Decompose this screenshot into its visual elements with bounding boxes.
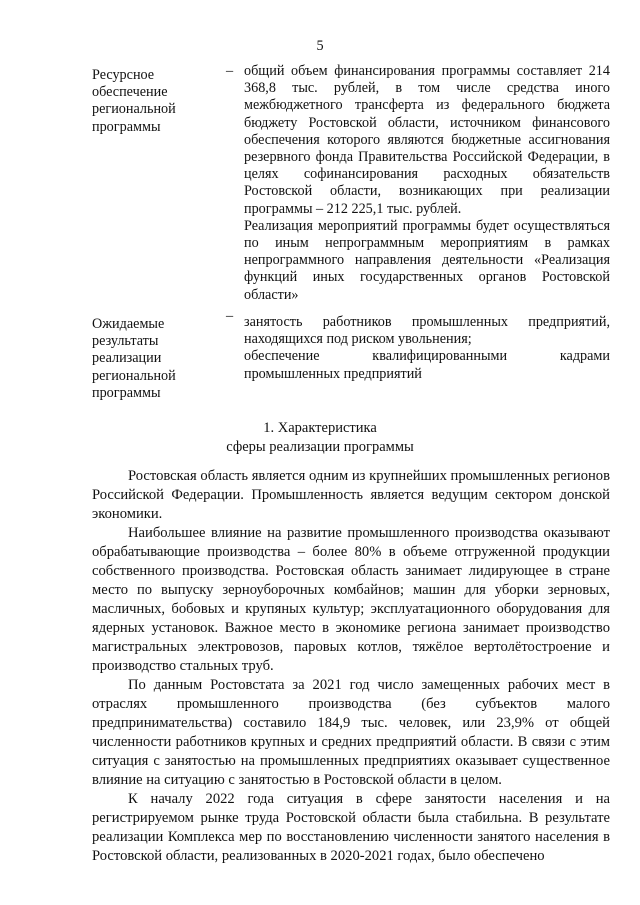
section-title-line1: 1. Характеристика bbox=[263, 420, 377, 436]
expected-paragraph: обеспечение квалифицированными кадрами промышленных предприятий bbox=[244, 348, 610, 382]
row-label-resources: Ресурсное обеспечение региональной программы bbox=[92, 67, 176, 135]
body-paragraph: Наибольшее влияние на развитие промышленного производства оказывают обрабатывающие производства – более 80% в объеме отгруженной продукции собственного производства. Ростовская область занимает лидирующее в стране место по выпуску зерноуборочных комбайнов; машин для уборки зерновых, масличных, бобовых и крупяных культур; эксплуатационного оборудования для ядерных установок. Важное место в экономике региона занимает производство магистральных электровозов, паровых котлов, тяжёлое вертолётостроение и производство стальных труб. bbox=[92, 525, 610, 674]
page-number: 5 bbox=[316, 38, 324, 54]
body-paragraph: По данным Ростовстата за 2021 год число замещенных рабочих мест в отраслях промышленного производства (без субъектов малого предпринимательства) составило 184,9 тыс. человек, или 23,9% от общей численности работников крупных и средних предприятий области. В связи с этим ситуация с занятостью на промышленных предприятиях оказывает существенное влияние на ситуацию с занятостью в Ростовской области в целом. bbox=[92, 677, 610, 788]
section-title-line2: сферы реализации программы bbox=[226, 439, 414, 455]
resources-paragraph: общий объем финансирования программы составляет 214 368,8 тыс. рублей, в том числе средства иного межбюджетного трансферта из федерального бюджета бюджету Ростовской области, источником финансового обеспечения которого являются бюджетные ассигнования резервного фонда Правительства Российской Федерации, в целях софинансирования расходных обязательств Ростовской области, возникающих при реализации программы – 212 225,1 тыс. рублей. bbox=[244, 63, 610, 217]
expected-paragraph: занятость работников промышленных предприятий, находящихся под риском увольнения; bbox=[244, 314, 610, 348]
row-label-expected: Ожидаемые результаты реализации региональной программы bbox=[92, 316, 176, 401]
row-dash: – bbox=[226, 63, 234, 79]
body-text bbox=[92, 467, 610, 866]
row-dash: – bbox=[226, 308, 234, 324]
body-paragraph: Ростовская область является одним из крупнейших промышленных регионов Российской Федерации. Промышленность является ведущим сектором донской экономики. bbox=[92, 468, 610, 522]
body-paragraph: К началу 2022 года ситуация в сфере занятости населения и на регистрируемом рынке труда Ростовской области была стабильна. В результате реализации Комплекса мер по восстановлению численности занятого населения в Ростовской области, реализованных в 2020-2021 годах, было обеспечено bbox=[92, 791, 610, 864]
row-text-expected bbox=[244, 314, 610, 383]
resources-paragraph: Реализация мероприятий программы будет осуществляться по иным непрограммным мероприятиям в рамках непрограммного направления деятельности «Реализация функций иных государственных органов Ростовской области» bbox=[244, 217, 610, 303]
section-heading bbox=[0, 419, 640, 457]
row-text-resources bbox=[244, 63, 610, 304]
